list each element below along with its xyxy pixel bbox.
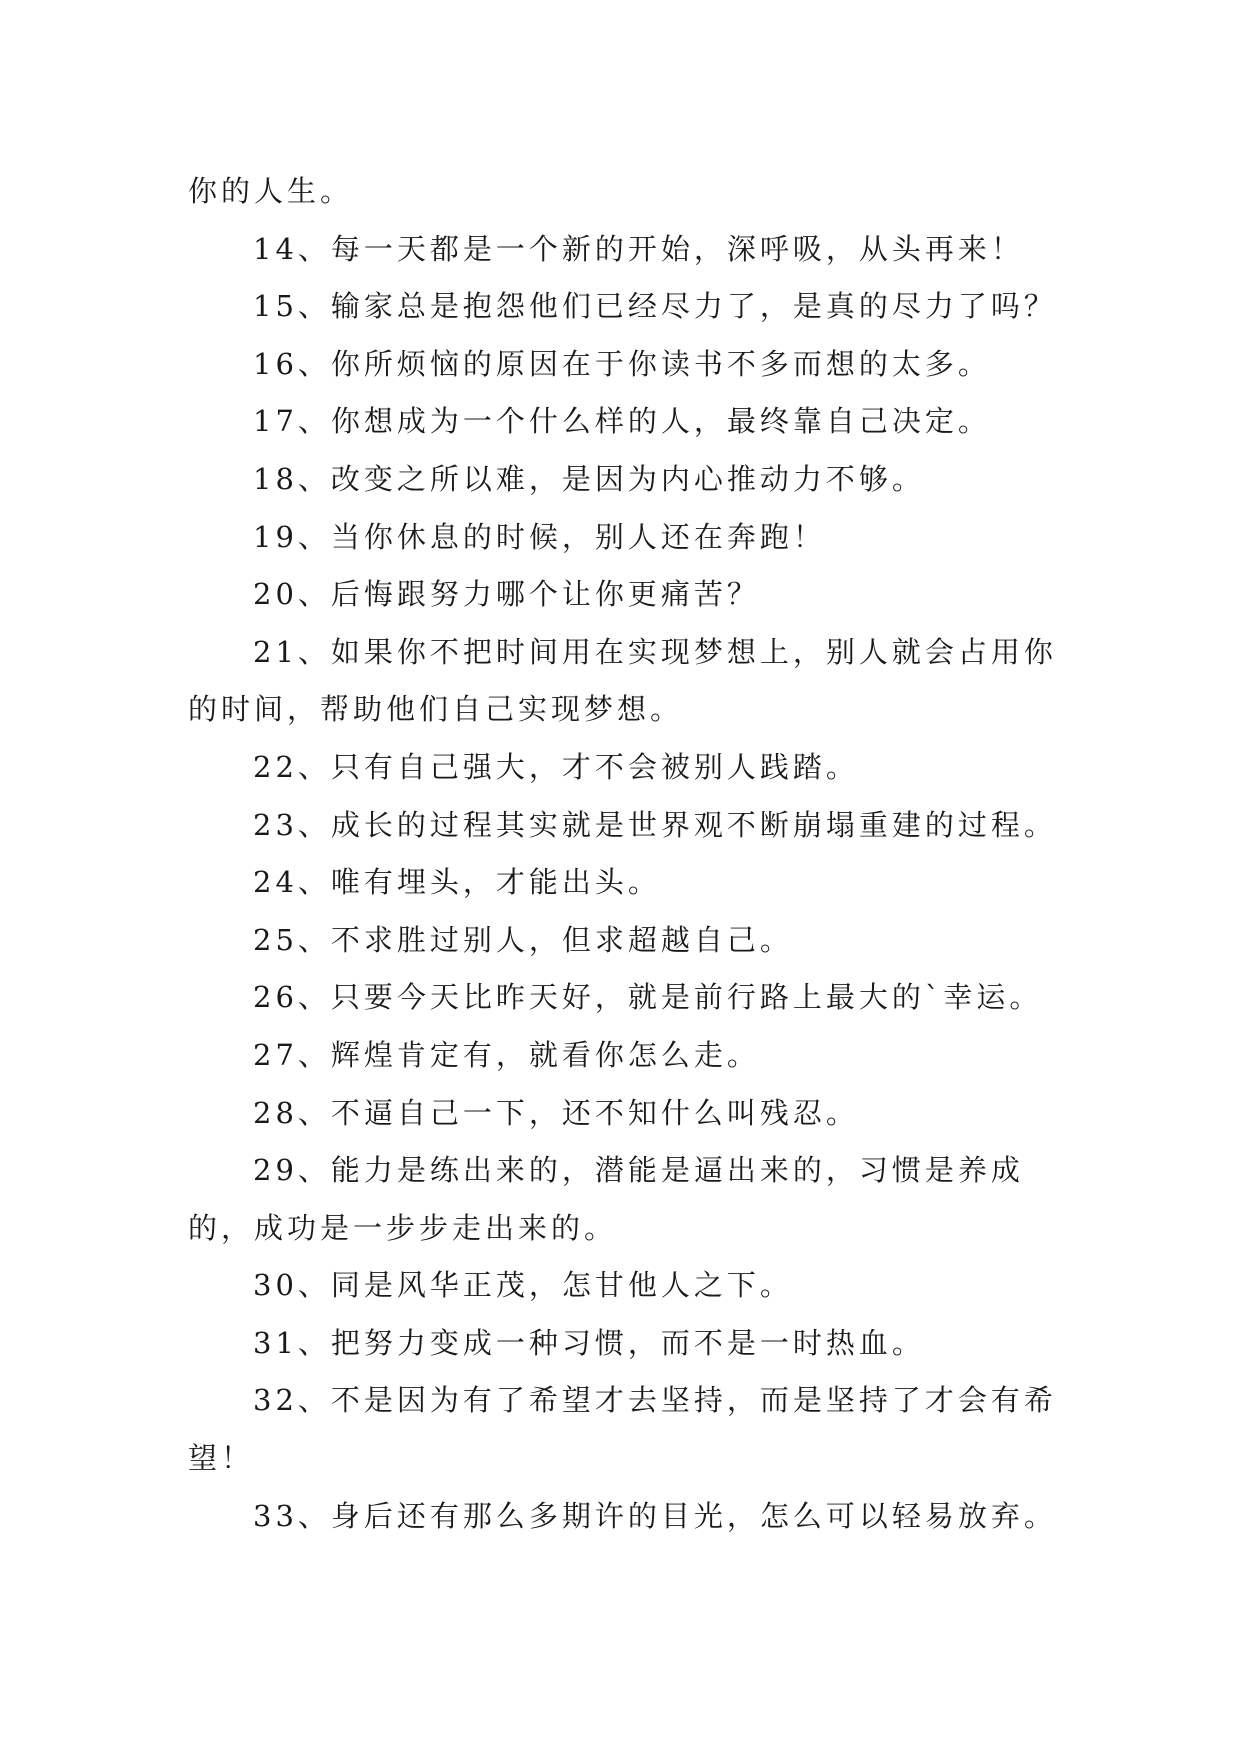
document-body: [188, 163, 1078, 1545]
quote-25: 25、不求胜过别人，但求超越自己。: [253, 922, 793, 957]
quote-16: 16、你所烦恼的原因在于你读书不多而想的太多。: [253, 346, 991, 381]
quote-24: 24、唯有埋头，才能出头。: [253, 865, 661, 900]
quote-17: 17、你想成为一个什么样的人，最终靠自己决定。: [253, 404, 991, 439]
quote-18: 18、改变之所以难，是因为内心推动力不够。: [253, 461, 925, 496]
paragraph-continuation: 你的人生。: [188, 174, 354, 208]
quote-15: 15、输家总是抱怨他们已经尽力了，是真的尽力了吗？: [253, 289, 1057, 324]
quote-14: 14、每一天都是一个新的开始，深呼吸，从头再来！: [253, 231, 1024, 266]
quote-26: 26、只要今天比昨天好，就是前行路上最大的`幸运。: [253, 980, 1043, 1015]
quote-19: 19、当你休息的时候，别人还在奔跑！: [253, 519, 826, 554]
quote-22: 22、只有自己强大，才不会被别人践踏。: [253, 749, 859, 784]
quote-30: 30、同是风华正茂，怎甘他人之下。: [253, 1268, 793, 1303]
quote-21: 21、如果你不把时间用在实现梦想上，别人就会占用你的时间，帮助他们自己实现梦想。: [188, 634, 1057, 727]
quote-29: 29、能力是练出来的，潜能是逼出来的，习惯是养成的，成功是一步步走出来的。: [188, 1153, 1024, 1245]
quote-20: 20、后悔跟努力哪个让你更痛苦？: [253, 577, 760, 612]
quote-27: 27、辉煌肯定有，就看你怎么走。: [253, 1037, 760, 1072]
quote-33: 33、身后还有那么多期许的目光，怎么可以轻易放弃。: [253, 1498, 1057, 1533]
quote-23: 23、成长的过程其实就是世界观不断崩塌重建的过程。: [253, 807, 1057, 842]
quote-31: 31、把努力变成一种习惯，而不是一时热血。: [253, 1325, 925, 1360]
quote-32: 32、不是因为有了希望才去坚持，而是坚持了才会有希望！: [188, 1383, 1057, 1476]
quote-28: 28、不逼自己一下，还不知什么叫残忍。: [253, 1095, 859, 1130]
